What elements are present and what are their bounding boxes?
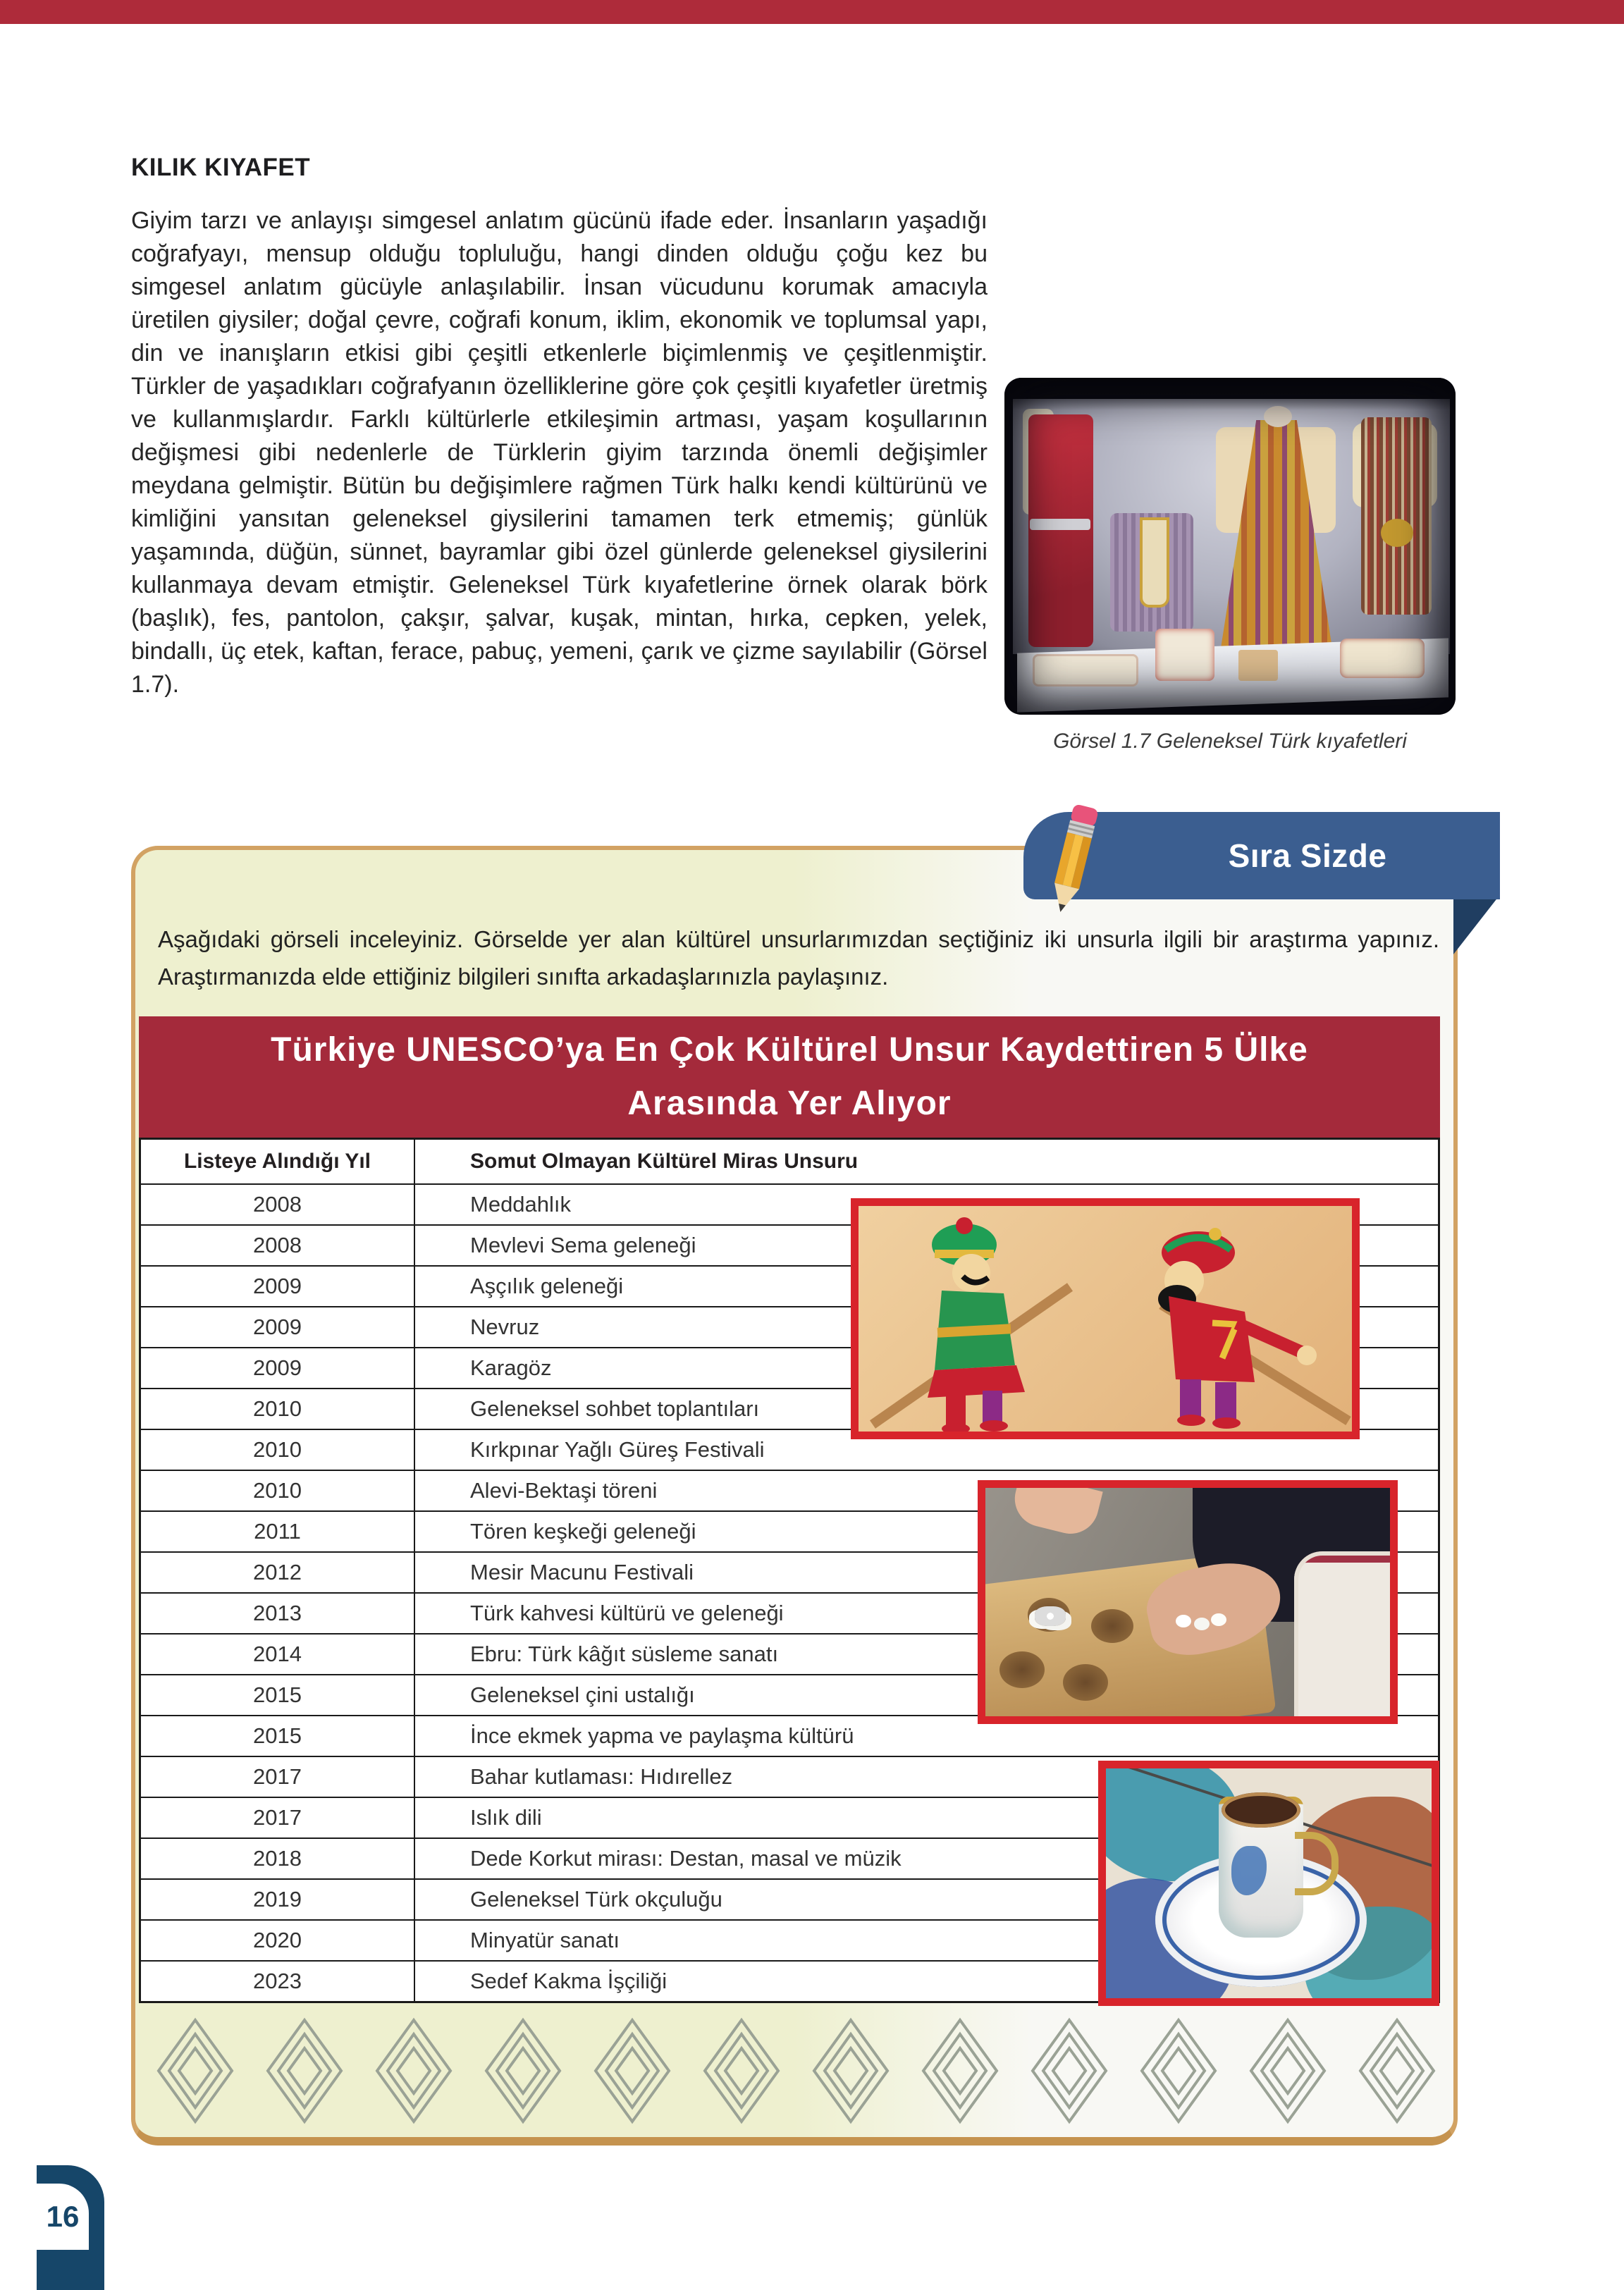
page-number: 16 [46, 2200, 80, 2233]
diamond-pattern-band [139, 2016, 1440, 2129]
article-body [131, 204, 1456, 758]
patterned-scarf [1294, 1551, 1398, 1724]
year-cell: 2008 [141, 1226, 415, 1265]
unesco-table-title [139, 1016, 1440, 1138]
heritage-cell: Minyatür sanatı [470, 1928, 620, 1952]
heritage-cell: Dede Korkut mirası: Destan, masal ve müzik [470, 1846, 902, 1871]
heritage-cell: İnce ekmek yapma ve paylaşma kültürü [470, 1723, 854, 1748]
figure-caption: Görsel 1.7 Geleneksel Türk kıyafetleri [1053, 730, 1407, 753]
board-pit [999, 1651, 1045, 1688]
heritage-cell: Geleneksel sohbet toplantıları [470, 1396, 760, 1421]
year-cell: 2008 [141, 1185, 415, 1224]
heritage-cell: Tören keşkeği geleneği [470, 1519, 696, 1544]
heritage-cell: Sedef Kakma İşçiliği [470, 1969, 668, 1993]
year-cell: 2017 [141, 1798, 415, 1837]
heritage-cell: Ebru: Türk kâğıt süsleme sanatı [470, 1642, 779, 1666]
mancala-photo [978, 1480, 1398, 1724]
year-cell: 2017 [141, 1757, 415, 1797]
heritage-cell: Nevruz [470, 1315, 540, 1339]
board-pit [1091, 1609, 1133, 1643]
year-column-header: Listeye Alındığı Yıl [141, 1140, 415, 1183]
title-line-2: Arasında Yer Alıyor [627, 1085, 952, 1122]
heritage-cell: Türk kahvesi kültürü ve geleneği [470, 1601, 784, 1625]
heritage-cell: Mevlevi Sema geleneği [470, 1233, 696, 1257]
heritage-cell: Islık dili [470, 1805, 542, 1830]
article-paragraph: Giyim tarzı ve anlayışı simgesel anlatım gücünü ifade eder. İnsanların yaşadığı coğrafyayı, mensup olduğu topluluğu, hangi dinden olduğu çoğu kez bu simgesel anlatım gücüyle anlaşılabilir. İnsan vücudunu korumak amacıyla üretilen giysiler; doğal çevre, coğrafi konum, iklim, ekonomik ve toplumsal yapı, din ve inanışların etkisi gibi çeşitli etkenlerle biçimlenmiş ve çeşitlenmiştir. Türkler de yaşadıkları coğrafyanın özelliklerine göre çok çeşitli kıyafetler üretmiş ve kullanmışlardır. Farklı kültürlerle etkileşimin artması, yaşam koşullarının değişmesi gibi nedenlerle de Türklerin giyim tarzında önemli değişimler meydana gelmiştir. Bütün bu değişimlere rağmen Türk halkı kendi kültürünü ve kimliğini yansıtan geleneksel giysilerini tamamen terk etmemiş; günlük yaşamında, düğün, sünnet, bayramlar gibi özel günlerde geleneksel giysilerini kullanmaya devam etmiştir. Geleneksel Türk kıyafetlerine örnek olarak börk (başlık), fes, pantolon, çakşır, şalvar, kuşak, mintan, hırka, cepken, yelek, bindallı, üç etek, kaftan, ferace, pabuç, yemeni, çarık ve çizme sayılabilir (Görsel 1.7). [131, 207, 988, 698]
coffee-surface [1222, 1792, 1300, 1828]
year-cell: 2014 [141, 1635, 415, 1674]
year-cell: 2018 [141, 1839, 415, 1878]
year-cell: 2012 [141, 1553, 415, 1592]
page-number-badge [37, 2165, 104, 2290]
year-cell: 2019 [141, 1880, 415, 1919]
stones-in-palm [1176, 1615, 1191, 1627]
heritage-cell: Alevi-Bektaşi töreni [470, 1478, 658, 1503]
year-cell: 2010 [141, 1389, 415, 1429]
year-cell: 2015 [141, 1716, 415, 1756]
ribbon-fold [1453, 897, 1499, 954]
heritage-cell: Geleneksel Türk okçuluğu [470, 1887, 722, 1912]
heritage-cell: Meddahlık [470, 1192, 572, 1217]
activity-intro: Aşağıdaki görseli inceleyiniz. Görselde yer alan kültürel unsurlarımızdan seçtiğiniz iki unsurla ilgili bir araştırma yapınız. Araştırmanızda elde ettiğiniz bilgileri sınıfta arkadaşlarınızla paylaşınız. [158, 926, 1439, 990]
year-cell: 2011 [141, 1512, 415, 1551]
heritage-cell: Kırkpınar Yağlı Güreş Festivali [470, 1437, 765, 1462]
child-hand [1009, 1480, 1102, 1539]
sira-sizde-label: Sıra Sizde [1228, 837, 1387, 874]
section-heading: KILIK KIYAFET [131, 154, 311, 181]
title-line-1: Türkiye UNESCO’ya En Çok Kültürel Unsur Kaydettiren 5 Ülke [271, 1031, 1308, 1069]
year-cell: 2010 [141, 1430, 415, 1470]
year-cell: 2020 [141, 1921, 415, 1960]
year-cell: 2015 [141, 1675, 415, 1715]
heritage-cell: Geleneksel çini ustalığı [470, 1682, 695, 1707]
heritage-cell: Aşçılık geleneği [470, 1274, 624, 1298]
top-accent-bar [0, 0, 1624, 24]
heritage-cell: Mesir Macunu Festivali [470, 1560, 694, 1584]
heritage-column-header: Somut Olmayan Kültürel Miras Unsuru [470, 1150, 859, 1173]
year-cell: 2009 [141, 1267, 415, 1306]
turkish-coffee-photo [1098, 1761, 1439, 2006]
year-cell: 2009 [141, 1307, 415, 1347]
unesco-table-header [141, 1140, 1438, 1183]
photo-vignette [1004, 378, 1456, 715]
page-number-plate [37, 2184, 89, 2250]
heritage-cell: Karagöz [470, 1355, 552, 1380]
year-cell: 2010 [141, 1471, 415, 1510]
karagoz-photo [851, 1198, 1360, 1439]
traditional-clothes-photo [1004, 378, 1456, 715]
figure-traditional-clothes [1004, 378, 1456, 758]
year-cell: 2009 [141, 1348, 415, 1388]
heritage-cell: Bahar kutlaması: Hıdırellez [470, 1764, 733, 1789]
white-stones [1035, 1606, 1066, 1626]
year-cell: 2023 [141, 1962, 415, 2001]
board-pit [1063, 1664, 1108, 1701]
karagoz-puppets-graphic [859, 1206, 1352, 1432]
year-cell: 2013 [141, 1594, 415, 1633]
